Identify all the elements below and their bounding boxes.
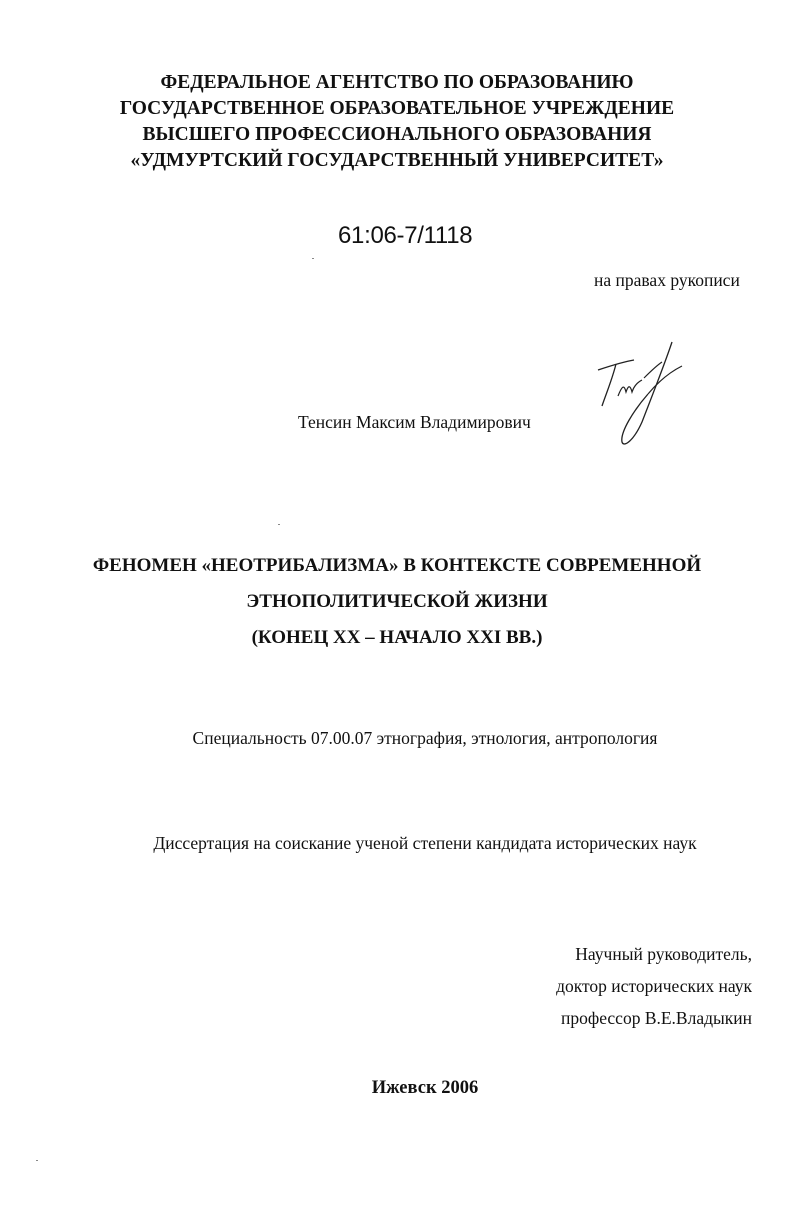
- header-line-university: «УДМУРТСКИЙ ГОСУДАРСТВЕННЫЙ УНИВЕРСИТЕТ»: [130, 150, 664, 171]
- specialty-line: Специальность 07.00.07 этнография, этнология, антропология: [192, 728, 658, 748]
- city-year: Ижевск 2006: [371, 1078, 479, 1098]
- supervisor-block: [556, 938, 752, 1034]
- scan-speck: [278, 524, 280, 525]
- scan-speck: [312, 258, 314, 259]
- scan-speck: [36, 1160, 38, 1161]
- supervisor-degree: доктор исторических наук: [556, 976, 752, 996]
- title-line-1: ФЕНОМЕН «НЕОТРИБАЛИЗМА» В КОНТЕКСТЕ СОВРЕМЕННОЙ: [92, 555, 702, 576]
- institution-header: [0, 70, 794, 174]
- supervisor-role: Научный руководитель,: [575, 944, 752, 964]
- header-line-institution: ГОСУДАРСТВЕННОЕ ОБРАЗОВАТЕЛЬНОЕ УЧРЕЖДЕНИЕ: [119, 98, 675, 119]
- dissertation-title: [0, 548, 794, 656]
- degree-statement: Диссертация на соискание ученой степени кандидата исторических наук: [153, 833, 697, 853]
- supervisor-name: профессор В.Е.Владыкин: [561, 1008, 752, 1028]
- library-code-stamp: 61:06-7/1118: [338, 222, 473, 249]
- header-line-education: ВЫСШЕГО ПРОФЕССИОНАЛЬНОГО ОБРАЗОВАНИЯ: [142, 124, 652, 145]
- author-name: Тенсин Максим Владимирович: [298, 412, 531, 432]
- rights-note: на правах рукописи: [594, 270, 740, 290]
- handwritten-signature-icon: [588, 336, 698, 456]
- title-line-2: ЭТНОПОЛИТИЧЕСКОЙ ЖИЗНИ: [246, 591, 548, 612]
- header-line-agency: ФЕДЕРАЛЬНОЕ АГЕНТСТВО ПО ОБРАЗОВАНИЮ: [160, 72, 634, 93]
- title-line-3: (КОНЕЦ XX – НАЧАЛО XXI ВВ.): [251, 627, 543, 648]
